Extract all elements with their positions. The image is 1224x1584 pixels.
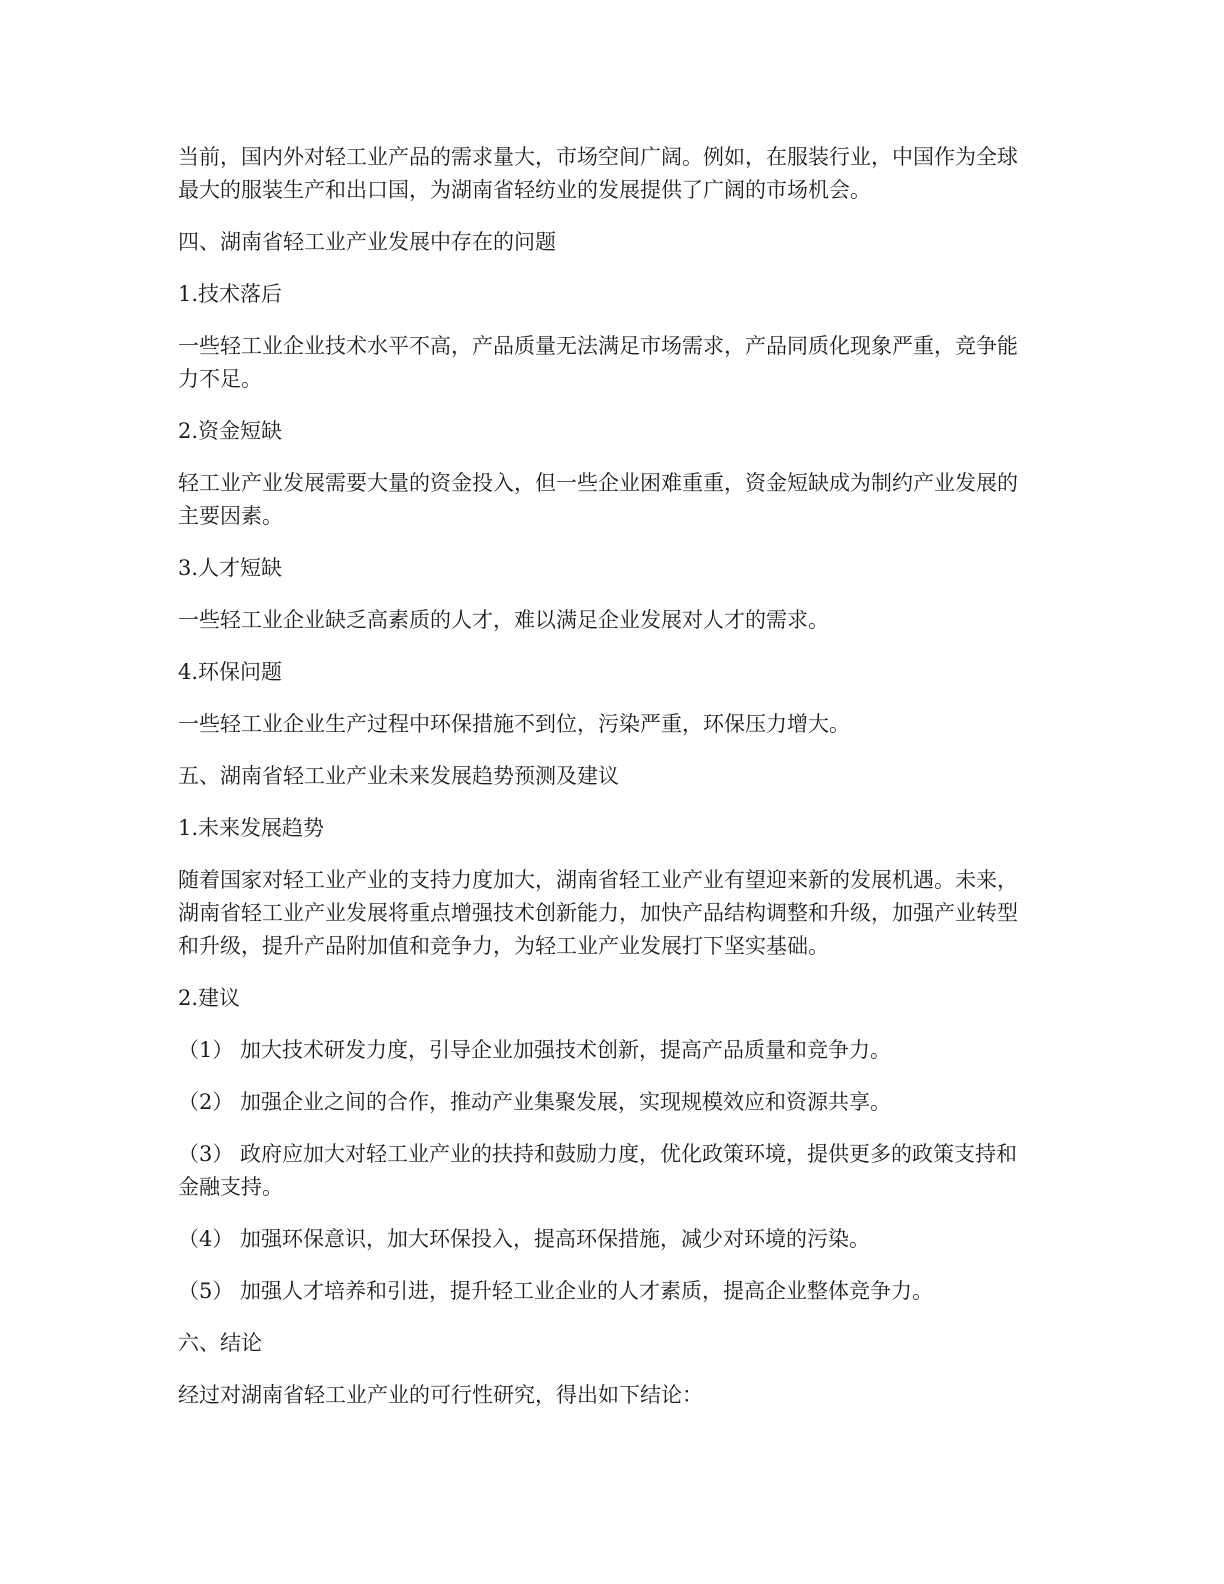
suggestion-item-1: （1） 加大技术研发力度，引导企业加强技术创新，提高产品质量和竞争力。 (178, 1038, 892, 1062)
section-heading-trends: 五、湖南省轻工业产业未来发展趋势预测及建议 (178, 764, 619, 788)
paragraph-funding-shortage: 轻工业产业发展需要大量的资金投入，但一些企业困难重重，资金短缺成为制约产业发展的主要因素。 (178, 471, 1018, 528)
section-heading-problems: 四、湖南省轻工业产业发展中存在的问题 (178, 230, 556, 254)
paragraph-future-trends: 随着国家对轻工业产业的支持力度加大，湖南省轻工业产业有望迎来新的发展机遇。未来，湖南省轻工业产业发展将重点增强技术创新能力，加快产品结构调整和升级，加强产业转型和升级，提升产品附加值和竞争力，为轻工业产业发展打下坚实基础。 (178, 868, 1018, 958)
paragraph-technology-lag: 一些轻工业企业技术水平不高，产品质量无法满足市场需求，产品同质化现象严重，竞争能力不足。 (178, 334, 1018, 391)
suggestion-item-3: （3） 政府应加大对轻工业产业的扶持和鼓励力度，优化政策环境，提供更多的政策支持和金融支持。 (178, 1142, 1018, 1199)
document-body (178, 141, 1038, 1431)
section-heading-conclusion: 六、结论 (178, 1331, 262, 1355)
subheading-talent-shortage: 3.人才短缺 (178, 556, 283, 580)
paragraph-market-demand: 当前，国内外对轻工业产品的需求量大，市场空间广阔。例如，在服装行业，中国作为全球最大的服装生产和出口国，为湖南省轻纺业的发展提供了广阔的市场机会。 (178, 145, 1018, 202)
suggestion-item-5: （5） 加强人才培养和引进，提升轻工业企业的人才素质，提高企业整体竞争力。 (178, 1279, 934, 1303)
paragraph-conclusion: 经过对湖南省轻工业产业的可行性研究，得出如下结论： (178, 1383, 703, 1407)
subheading-suggestions: 2.建议 (178, 986, 241, 1010)
subheading-future-trends: 1.未来发展趋势 (178, 816, 325, 840)
paragraph-environment: 一些轻工业企业生产过程中环保措施不到位，污染严重，环保压力增大。 (178, 712, 850, 736)
suggestion-item-4: （4） 加强环保意识，加大环保投入，提高环保措施，减少对环境的污染。 (178, 1227, 871, 1251)
subheading-environment: 4.环保问题 (178, 660, 283, 684)
subheading-technology-lag: 1.技术落后 (178, 282, 283, 306)
subheading-funding-shortage: 2.资金短缺 (178, 419, 283, 443)
suggestion-item-2: （2） 加强企业之间的合作，推动产业集聚发展，实现规模效应和资源共享。 (178, 1090, 892, 1114)
paragraph-talent-shortage: 一些轻工业企业缺乏高素质的人才，难以满足企业发展对人才的需求。 (178, 608, 829, 632)
